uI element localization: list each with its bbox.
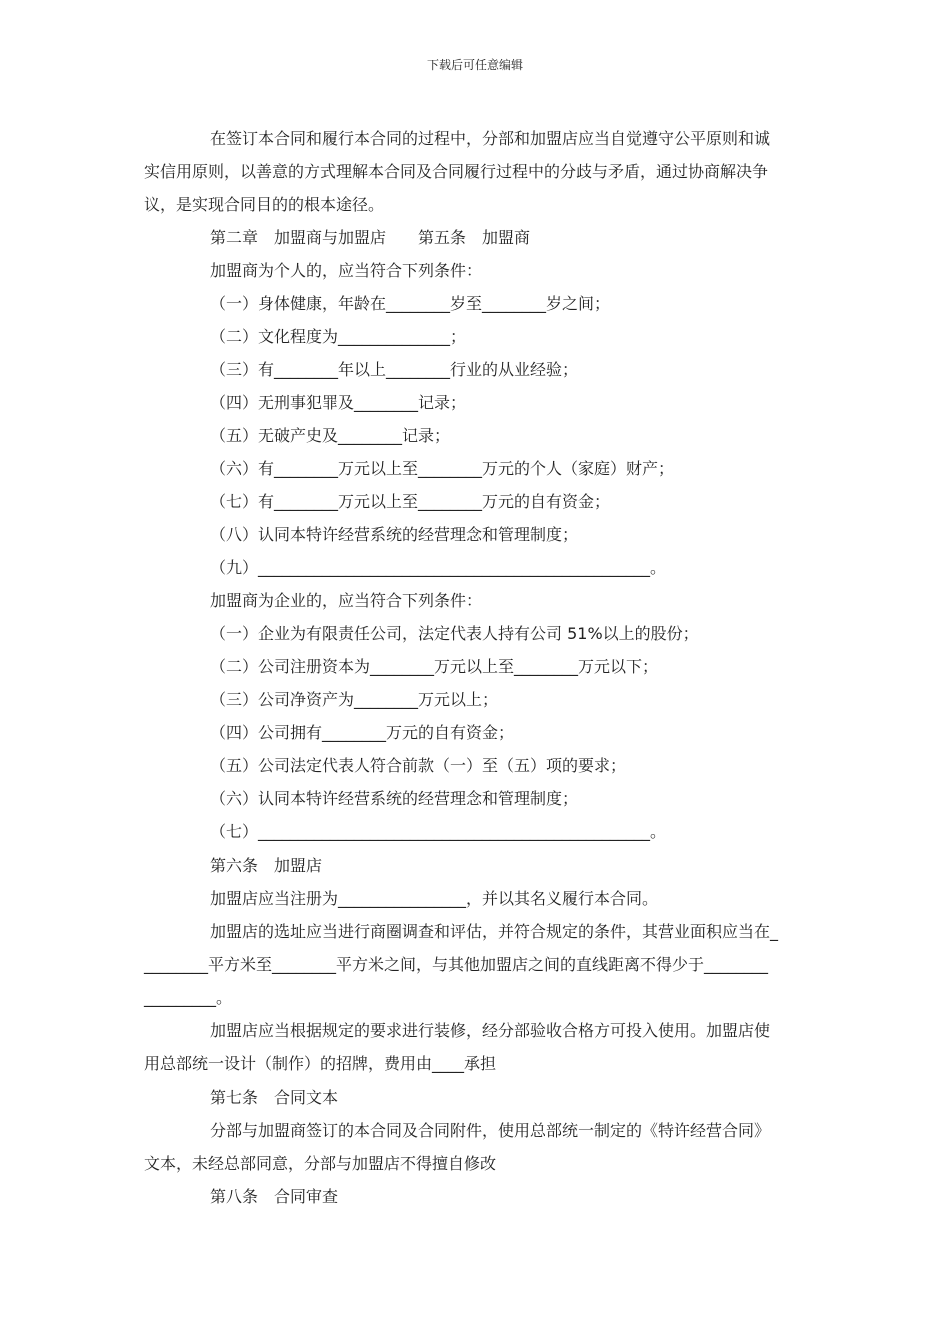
list-item: （六）有________万元以上至________万元的个人（家庭）财产； [210,459,675,478]
list-intro: 加盟商为个人的，应当符合下列条件： [210,261,483,280]
list-item: （一）企业为有限责任公司，法定代表人持有公司 51%以上的股份； [210,624,699,643]
paragraph-line: 文本，未经总部同意，分部与加盟店不得擅自修改 [144,1154,497,1173]
list-item: （二）文化程度为______________； [210,327,467,346]
list-intro: 加盟商为企业的，应当符合下列条件： [210,591,483,610]
list-item: （三）有________年以上________行业的从业经验； [210,360,579,379]
list-item: （八）认同本特许经营系统的经营理念和管理制度； [210,525,579,544]
list-item: （五）公司法定代表人符合前款（一）至（五）项的要求； [210,756,627,775]
paragraph-line: 加盟店应当注册为________________，并以其名义履行本合同。 [210,889,659,908]
paragraph-line: 加盟店的选址应当进行商圈调查和评估，并符合规定的条件，其营业面积应当在_ [210,922,779,941]
list-item: （五）无破产史及________记录； [210,426,451,445]
article-heading: 第六条 加盟店 [210,856,323,875]
list-item: （二）公司注册资本为________万元以上至________万元以下； [210,657,659,676]
list-item: （一）身体健康，年龄在________岁至________岁之间； [210,294,611,313]
list-item: （七）_________________________________________________。 [210,822,667,841]
paragraph-line: ________平方米至________平方米之间，与其他加盟店之间的直线距离不得少于________ [144,955,769,974]
list-item: （三）公司净资产为________万元以上； [210,690,499,709]
article-heading: 第八条 合同审查 [210,1187,339,1206]
paragraph-line: _________。 [144,988,233,1007]
chapter-heading: 第二章 加盟商与加盟店 第五条 加盟商 [210,228,531,247]
paragraph-line: 在签订本合同和履行本合同的过程中，分部和加盟店应当自觉遵守公平原则和诚 [210,129,771,148]
paragraph-line: 议，是实现合同目的的根本途径。 [144,195,385,214]
list-item: （六）认同本特许经营系统的经营理念和管理制度； [210,789,579,808]
list-item: （四）无刑事犯罪及________记录； [210,393,467,412]
list-item: （七）有________万元以上至________万元的自有资金； [210,492,611,511]
list-item: （四）公司拥有________万元的自有资金； [210,723,515,742]
paragraph-line: 实信用原则，以善意的方式理解本合同及合同履行过程中的分歧与矛盾，通过协商解决争 [144,162,769,181]
article-heading: 第七条 合同文本 [210,1088,339,1107]
paragraph-line: 分部与加盟商签订的本合同及合同附件，使用总部统一制定的《特许经营合同》 [210,1121,771,1140]
page-header-note: 下载后可任意编辑 [426,58,523,72]
paragraph-line: 加盟店应当根据规定的要求进行装修，经分部验收合格方可投入使用。加盟店使 [210,1021,771,1040]
list-item: （九）_________________________________________________。 [210,558,667,577]
paragraph-line: 用总部统一设计（制作）的招牌，费用由____承担 [144,1054,497,1073]
